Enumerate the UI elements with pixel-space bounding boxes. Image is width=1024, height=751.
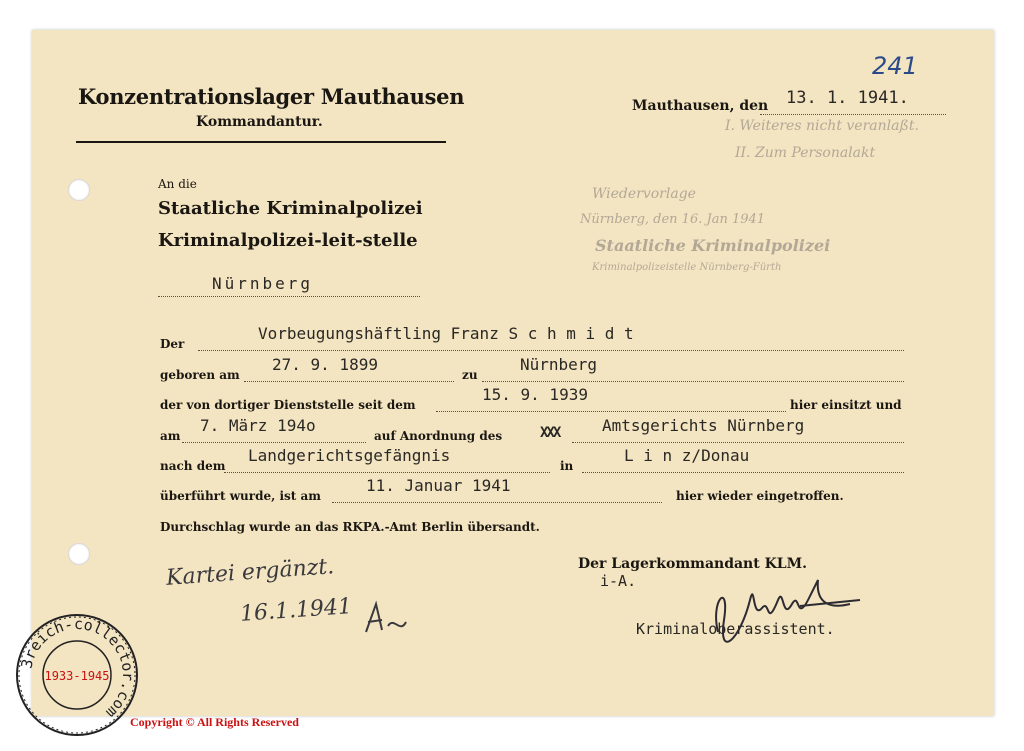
order-authority: Amtsgerichts Nürnberg: [602, 416, 805, 435]
stamp-line-6: Kriminalpolizeistelle Nürnberg-Fürth: [592, 262, 782, 273]
handwritten-initials: [360, 600, 410, 640]
seal-center-text: 1933-1945: [44, 669, 110, 683]
addressee-line-2: Kriminalpolizei-leit-stelle: [158, 230, 418, 251]
held-label: hier einsitzt und: [790, 398, 902, 412]
letter-date: 13. 1. 1941.: [786, 88, 909, 108]
birth-date: 27. 9. 1899: [272, 355, 378, 374]
punch-hole-bottom: [68, 543, 90, 565]
stamp-line-2: II. Zum Personalakt: [735, 145, 876, 161]
order-label: auf Anordnung des: [374, 429, 503, 443]
transferred-label: überführt wurde, ist am: [160, 489, 321, 503]
prisoner-dotted-line: [198, 350, 904, 351]
signature-rank: Kriminaloberassistent.: [636, 620, 835, 638]
handwritten-note: Kartei ergänzt.: [165, 554, 335, 591]
born-in-label: zu: [462, 368, 478, 382]
city-dotted-line: [158, 296, 420, 297]
since-label: der von dortiger Dienststelle seit dem: [160, 398, 416, 412]
handwritten-date: 16.1.1941: [239, 594, 353, 627]
punch-hole-top: [68, 179, 90, 201]
authority-dotted-line: [572, 442, 904, 443]
addressee-line-1: Staatliche Kriminalpolizei: [158, 198, 423, 219]
stamp-line-3: Wiedervorlage: [592, 186, 696, 202]
to-label: nach dem: [160, 459, 226, 473]
signature-title: Der Lagerkommandant KLM.: [578, 556, 807, 572]
strikeout-mark: XXX: [540, 425, 560, 441]
seal-ring-text: 3reich-collector.com: [17, 614, 138, 722]
header-rule: [76, 141, 446, 143]
der-label: Der: [160, 337, 185, 351]
place-date-label: Mauthausen, den: [632, 98, 769, 114]
since-date: 15. 9. 1939: [482, 385, 588, 404]
return-date-dotted-line: [332, 502, 662, 503]
addressee-prefix: An die: [158, 177, 197, 191]
destination: Landgerichtsgefängnis: [248, 446, 451, 465]
destination-city-dotted-line: [582, 472, 904, 473]
copy-note: Durchschlag wurde an das RKPA.-Amt Berlin übersandt.: [160, 520, 540, 534]
since-dotted-line: [436, 411, 786, 412]
file-number: 241: [872, 52, 918, 80]
date-dotted-line: [760, 114, 946, 115]
destination-city: L i n z/Donau: [624, 446, 750, 465]
signature-ia: i-A.: [600, 572, 637, 590]
birth-date-dotted-line: [244, 381, 454, 382]
order-date: 7. März 194o: [200, 416, 316, 435]
birth-place: Nürnberg: [520, 355, 598, 374]
prisoner-name: Vorbeugungshäftling Franz S c h m i d t: [258, 324, 634, 343]
born-label: geboren am: [160, 368, 240, 382]
copyright-notice: Copyright © All Rights Reserved: [130, 715, 299, 729]
returned-label: hier wieder eingetroffen.: [676, 489, 844, 503]
birth-place-dotted-line: [482, 381, 904, 382]
in-label: in: [560, 459, 574, 473]
destination-dotted-line: [224, 472, 550, 473]
return-date: 11. Januar 1941: [366, 476, 511, 495]
collector-seal-watermark: [14, 612, 140, 738]
stamp-line-1: I. Weiteres nicht veranlaßt.: [725, 118, 919, 134]
am-label: am: [160, 429, 181, 443]
stamp-line-5: Staatliche Kriminalpolizei: [595, 236, 831, 255]
addressee-city: Nürnberg: [212, 274, 314, 293]
org-name: Konzentrationslager Mauthausen: [78, 84, 465, 109]
signature-scribble: [700, 560, 870, 650]
org-department: Kommandantur.: [196, 114, 323, 130]
order-date-dotted-line: [182, 442, 366, 443]
stamp-line-4: Nürnberg, den 16. Jan 1941: [580, 212, 766, 227]
